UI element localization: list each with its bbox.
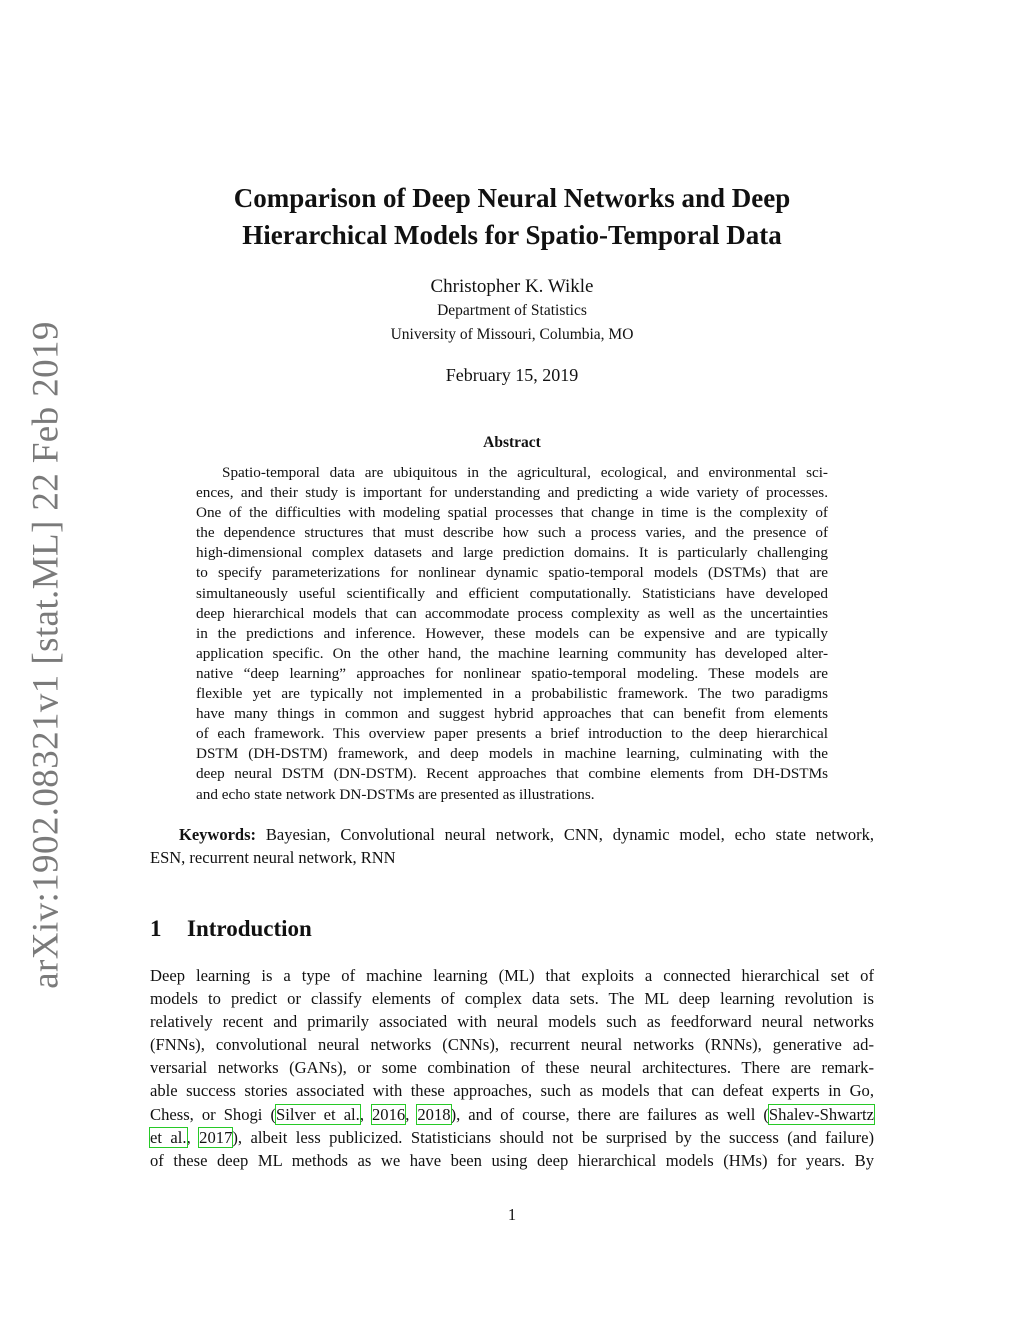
title-line-2: Hierarchical Models for Spatio-Temporal Data (242, 220, 782, 250)
intro-line: models to predict or classify elements of complex data sets. The ML deep learning revolution is (150, 989, 874, 1009)
author-university: University of Missouri, Columbia, MO (390, 326, 634, 343)
intro-body (150, 964, 874, 1172)
paper-date: February 15, 2019 (445, 365, 579, 385)
abstract-line: application specific. On the other hand, the machine learning community has developed alter- (196, 644, 828, 662)
abstract-line: flexible yet are typically not implemented in a probabilistic framework. The two paradigms (196, 685, 828, 703)
keywords-line-1 (150, 823, 874, 846)
citation-link[interactable]: 2016 (372, 1104, 406, 1124)
abstract-body (196, 463, 828, 805)
keywords (150, 823, 874, 869)
abstract-line: to specify parameterizations for nonlinear dynamic spatio-temporal models (DSTMs) that are (196, 564, 828, 582)
abstract-line: and echo state network DN-DSTMs are presented as illustrations. (196, 785, 595, 803)
abstract-line: ences, and their study is important for understanding and predicting a wide variety of processes. (196, 484, 828, 502)
intro-text: ), albeit less publicized. Statisticians should not be surprised by the success (and failure) (232, 1127, 875, 1147)
abstract-line: deep hierarchical models that can accommodate process complexity as well as the uncertainties (196, 604, 828, 622)
intro-line: (FNNs), convolutional neural networks (CNNs), recurrent neural networks (RNNs), generative ad- (150, 1035, 874, 1055)
abstract-line: the dependence structures that must describe how such a process varies, and the presence of (196, 524, 828, 542)
keywords-text-1: Bayesian, Convolutional neural network, CNN, dynamic model, echo state network, (256, 825, 874, 844)
abstract-line: in the predictions and inference. However, these models can be expensive and are typically (196, 624, 828, 642)
author-department: Department of Statistics (437, 302, 587, 319)
intro-text: , (405, 1104, 418, 1124)
intro-text: Chess, or Shogi ( (150, 1104, 276, 1124)
intro-line: Deep learning is a type of machine learning (ML) that exploits a connected hierarchical set of (150, 966, 874, 985)
keywords-label: Keywords: (179, 825, 256, 844)
section-title: Introduction (187, 916, 312, 941)
citation-link[interactable]: 2018 (417, 1104, 451, 1124)
abstract-line: simultaneously useful scientifically and efficient computationally. Statisticians have developed (196, 584, 828, 602)
abstract-heading: Abstract (483, 434, 541, 451)
citation-link[interactable]: Shalev-Shwartz (768, 1104, 874, 1124)
intro-text: ), and of course, there are failures as well ( (450, 1104, 769, 1124)
citation-link[interactable]: et al. (150, 1127, 187, 1147)
section-heading (150, 916, 312, 942)
abstract-line: Spatio-temporal data are ubiquitous in the agricultural, ecological, and environmental sci- (222, 464, 828, 481)
abstract-line: native “deep learning” approaches for nonlinear spatio-temporal modeling. These models are (196, 664, 828, 682)
intro-text: , (359, 1104, 372, 1124)
paper-title (150, 180, 874, 254)
intro-line-8 (150, 1126, 874, 1149)
abstract-line: high-dimensional complex datasets and large prediction domains. It is particularly challenging (196, 544, 828, 562)
arxiv-identifier: arXiv:1902.08321v1 [stat.ML] 22 Feb 2019 (25, 321, 67, 989)
intro-lines (150, 964, 874, 1103)
intro-line: able success stories associated with these approaches, such as models that can defeat experts in Go, (150, 1081, 874, 1101)
page-number: 1 (507, 1205, 517, 1224)
citation-link[interactable]: Silver et al. (276, 1104, 360, 1124)
abstract-line: DSTM (DH-DSTM) framework, and deep models in machine learning, culminating with the (196, 745, 828, 763)
section-number: 1 (150, 916, 162, 941)
abstract-line: have many things in common and suggest hybrid approaches that can benefit from elements (196, 705, 828, 723)
title-line-1: Comparison of Deep Neural Networks and Deep (233, 183, 791, 213)
intro-line-9: of these deep ML methods as we have been using deep hierarchical models (HMs) for years. By (150, 1150, 874, 1170)
abstract-line: One of the difficulties with modeling spatial processes that change in time is the complexity of (196, 504, 828, 522)
citation-link[interactable]: 2017 (199, 1127, 233, 1147)
author-name: Christopher K. Wikle (430, 276, 594, 297)
intro-line-7 (150, 1103, 874, 1126)
intro-line: relatively recent and primarily associated with neural models such as feedforward neural networks (150, 1012, 874, 1032)
abstract-line: of each framework. This overview paper presents a brief introduction to the deep hierarchical (196, 725, 828, 743)
intro-line: versarial networks (GANs), or some combination of these neural architectures. There are remark- (150, 1058, 874, 1078)
keywords-line-2: ESN, recurrent neural network, RNN (150, 848, 396, 867)
abstract-line: deep neural DSTM (DN-DSTM). Recent approaches that combine elements from DH-DSTMs (196, 765, 828, 783)
intro-text: , (186, 1127, 200, 1147)
